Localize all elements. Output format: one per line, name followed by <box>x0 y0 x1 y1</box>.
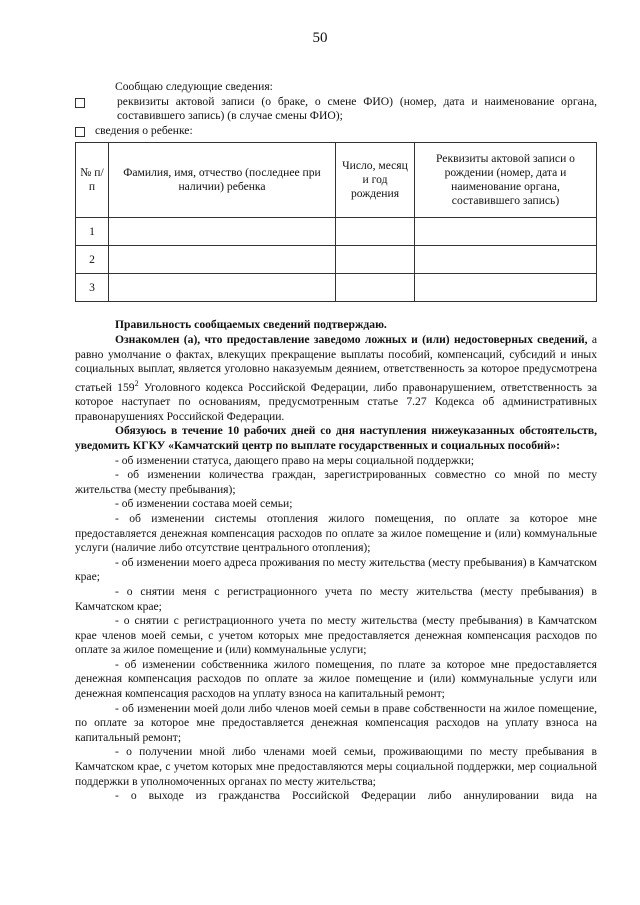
checkbox-child-info-row <box>75 124 597 139</box>
list-item: - об изменении моего адреса проживания по месту жительства (месту пребывания) в Камчатском крае; <box>75 555 597 584</box>
warning-bold: Ознакомлен (а), что предоставление заведомо ложных и (или) недостоверных сведений, <box>115 332 588 346</box>
child-name-cell[interactable] <box>109 246 336 274</box>
checkbox-child-info-label: сведения о ребенке: <box>95 123 193 137</box>
table-row <box>76 246 597 274</box>
intro-text: Сообщаю следующие сведения: <box>115 80 273 93</box>
document-body <box>75 80 597 804</box>
list-item: - о снятии меня с регистрационного учета по месту жительства (месту пребывания) в Камчатском крае; <box>75 584 597 613</box>
list-item: - об изменении собственника жилого помещения, по плате за которое мне предоставляется денежная компенсация расходов по оплате за жилое помещение и (или) коммунальные услуги или денежная компенсация расходов на уплату взноса на капитальный ремонт; <box>75 657 597 701</box>
row-number: 2 <box>76 246 109 274</box>
birthdate-cell[interactable] <box>336 246 415 274</box>
table-row <box>76 218 597 246</box>
child-info-table <box>75 142 597 302</box>
list-item: - об изменении статуса, дающего право на меры социальной поддержки; <box>115 453 475 467</box>
list-item: - об изменении состава моей семьи; <box>115 497 293 511</box>
record-cell[interactable] <box>415 246 597 274</box>
warning-paragraph <box>75 333 597 424</box>
table-header-row <box>76 143 597 218</box>
record-cell[interactable] <box>415 218 597 246</box>
warning-text-a: а равно умолчание о фактах, влекущих прекращение выплаты пособий, компенсаций, субсидий и иных социальных выплат, является уголовно наказуемым деянием, ответственность за которое предусмотрена статьей 159 <box>75 332 597 394</box>
warning-text-b: Уголовного кодекса Российской Федерации, либо правонарушением, ответственность за которое наступает по основаниям, предусмотренным статье 7.27 Кодекса об административных правонарушениях Российской Федерации. <box>75 380 597 423</box>
obligation-bold: Обязуюсь в течение 10 рабочих дней со дня наступления нижеуказанных обстоятельств, уведомить КГКУ «Камчатский центр по выплате государственных и социальных пособий»: <box>75 424 597 452</box>
birthdate-cell[interactable] <box>336 218 415 246</box>
list-item: - об изменении моей доли либо членов моей семьи в праве собственности на жилое помещение, по оплате за которое мне предоставляется денежная компенсация расходов на уплату взноса на капитальный ремонт; <box>75 701 597 744</box>
list-item: - об изменении системы отопления жилого помещения, по оплате за которое мне предоставляется денежная компенсация расходов по оплате за жилое помещение и (или) коммунальные услуги (наличие либо отсутствие центрального отопления); <box>75 511 597 555</box>
list-item: - о получении мной либо членами моей семьи, проживающими по месту пребывания в Камчатском крае, с учетом которых мне предоставляются меры социальной поддержки, мер социальной поддержки в уполномоченных органах по месту жительства; <box>75 745 597 788</box>
list-item: - о выходе из гражданства Российской Федерации либо аннулировании вида на <box>115 789 597 803</box>
checkbox-child-info[interactable] <box>75 127 85 137</box>
confirm-bold: Правильность сообщаемых сведений подтверждаю. <box>115 318 387 332</box>
checkbox-act-record-label: реквизиты актовой записи (о браке, о смене ФИО) (номер, дата и наименование органа, составившего запись) (в случае смены ФИО); <box>117 94 597 123</box>
confirm-text <box>75 318 597 333</box>
child-name-cell[interactable] <box>109 274 336 302</box>
col-record-header: Реквизиты актовой записи о рождении (номер, дата и наименование органа, составившего запись) <box>415 143 597 218</box>
record-cell[interactable] <box>415 274 597 302</box>
page-number: 50 <box>312 30 328 46</box>
warning-superscript: 2 <box>134 378 139 388</box>
col-birthdate-header: Число, месяц и год рождения <box>336 143 415 218</box>
list-item: - об изменении количества граждан, зарегистрированных совместно со мной по месту жительства (месту пребывания); <box>75 468 597 496</box>
col-number-header: № п/п <box>76 143 109 218</box>
row-number: 1 <box>76 218 109 246</box>
list-item: - о снятии с регистрационного учета по месту жительства (месту пребывания) в Камчатском крае членов моей семьи, с учетом которых мне предоставляется денежная компенсация расходов по оплате за жилое помещение и (или) коммунальные услуги; <box>75 614 597 657</box>
table-row <box>76 274 597 302</box>
checkbox-act-record[interactable] <box>75 98 85 108</box>
birthdate-cell[interactable] <box>336 274 415 302</box>
row-number: 3 <box>76 274 109 302</box>
obligation-paragraph <box>75 424 597 453</box>
col-name-header: Фамилия, имя, отчество (последнее при наличии) ребенка <box>109 143 336 218</box>
child-name-cell[interactable] <box>109 218 336 246</box>
checkbox-act-record-row <box>75 95 597 124</box>
